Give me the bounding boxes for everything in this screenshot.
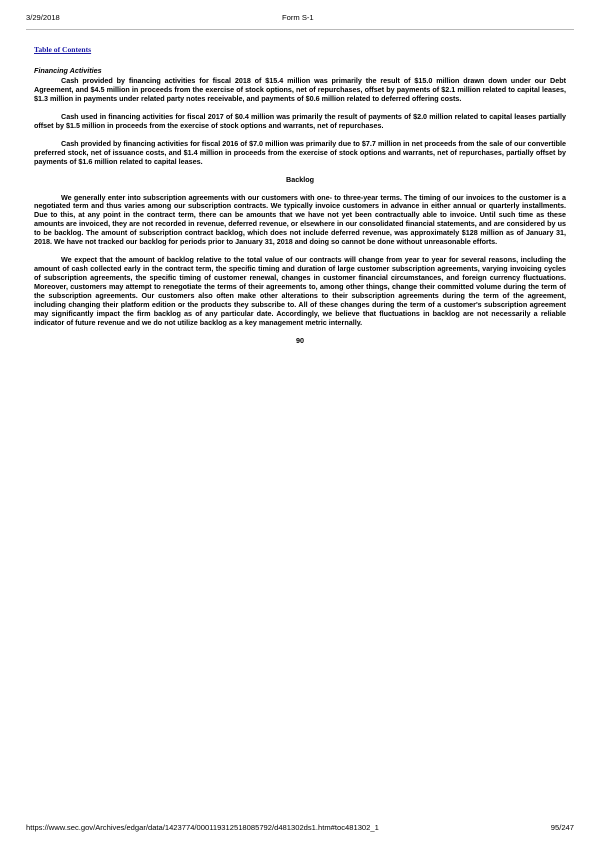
footer-page-count: 95/247 [550, 823, 574, 832]
financing-paragraph-fiscal-2018: Cash provided by financing activities for fiscal 2018 of $15.4 million was primarily the result of $15.0 million drawn down under our Debt Agreement, and $4.5 million in proceeds from the exercise of stock options, net of repurchases, offset by payments of $2.1 million related to capital leases, $1.3 million in payments under related party notes receivable, and payments of $0.6 million related to deferred offering costs. [34, 75, 566, 103]
financing-paragraph-fiscal-2017: Cash used in financing activities for fiscal 2017 of $0.4 million was primarily the result of payments of $2.0 million related to capital leases partially offset by $1.5 million in proceeds from the exercise of stock options and warrants, net of repurchases. [34, 111, 566, 130]
header-title: Form S-1 [282, 13, 314, 22]
table-of-contents-link[interactable]: Table of Contents [34, 45, 92, 54]
header-date: 3/29/2018 [26, 13, 60, 22]
page-number: 90 [296, 335, 304, 345]
backlog-paragraph-1: We generally enter into subscription agreements with our customers with one- to three-year terms. The timing of our invoices to the customer is a negotiated term and thus varies among our subscription contracts. We typically invoice customers in advance in either annual or quarterly installments. Due to this, at any point in the contract term, there can be amounts that we have not yet been contractually able to invoice. Until such time as these amounts are invoiced, they are not recorded in revenue, deferred revenue, or elsewhere in our consolidated financial statements, and are considered by us to be backlog. The amount of subscription contract backlog, which does not include deferred revenue, was approximately $128 million as of January 31, 2018. We have not tracked our backlog for periods prior to January 31, 2018 and doing so cannot be done without unreasonable efforts. [34, 192, 566, 247]
footer-url: https://www.sec.gov/Archives/edgar/data/1423774/000119312518085792/d481302ds1.htm#toc481302_1 [26, 823, 379, 832]
financing-activities-heading: Financing Activities [34, 66, 102, 75]
header-divider [26, 29, 574, 30]
financing-paragraph-fiscal-2016: Cash provided by financing activities for fiscal 2016 of $7.0 million was primarily due to $7.7 million in net proceeds from the sale of our convertible preferred stock, net of issuance costs, and $1.4 million in proceeds from the exercise of stock options and warrants, net of repurchases, partially offset by payments of $1.6 million related to capital leases. [34, 138, 566, 166]
backlog-heading: Backlog [286, 174, 314, 184]
backlog-paragraph-2: We expect that the amount of backlog relative to the total value of our contracts will change from year to year for several reasons, including the amount of cash collected early in the contract term, the specific timing and duration of large customer subscription agreements, varying invoicing cycles of subscription agreements, the specific timing of customer renewal, changes in customer financial circumstances, and foreign currency fluctuations. Moreover, customers may attempt to renegotiate the terms of their agreements to, among other things, change their committed volume during the term of the subscription agreements. Our customers also often make other alterations to their subscription agreements during the term of the agreement, including changing their platform edition or the products they subscribe to. All of these changes during the term of a customer's subscription agreement may significantly impact the firm backlog as of any particular date. Accordingly, we believe that fluctuations in backlog are not necessarily a reliable indicator of future revenue and we do not utilize backlog as a key management metric internally. [34, 255, 566, 327]
document-body [34, 67, 566, 346]
